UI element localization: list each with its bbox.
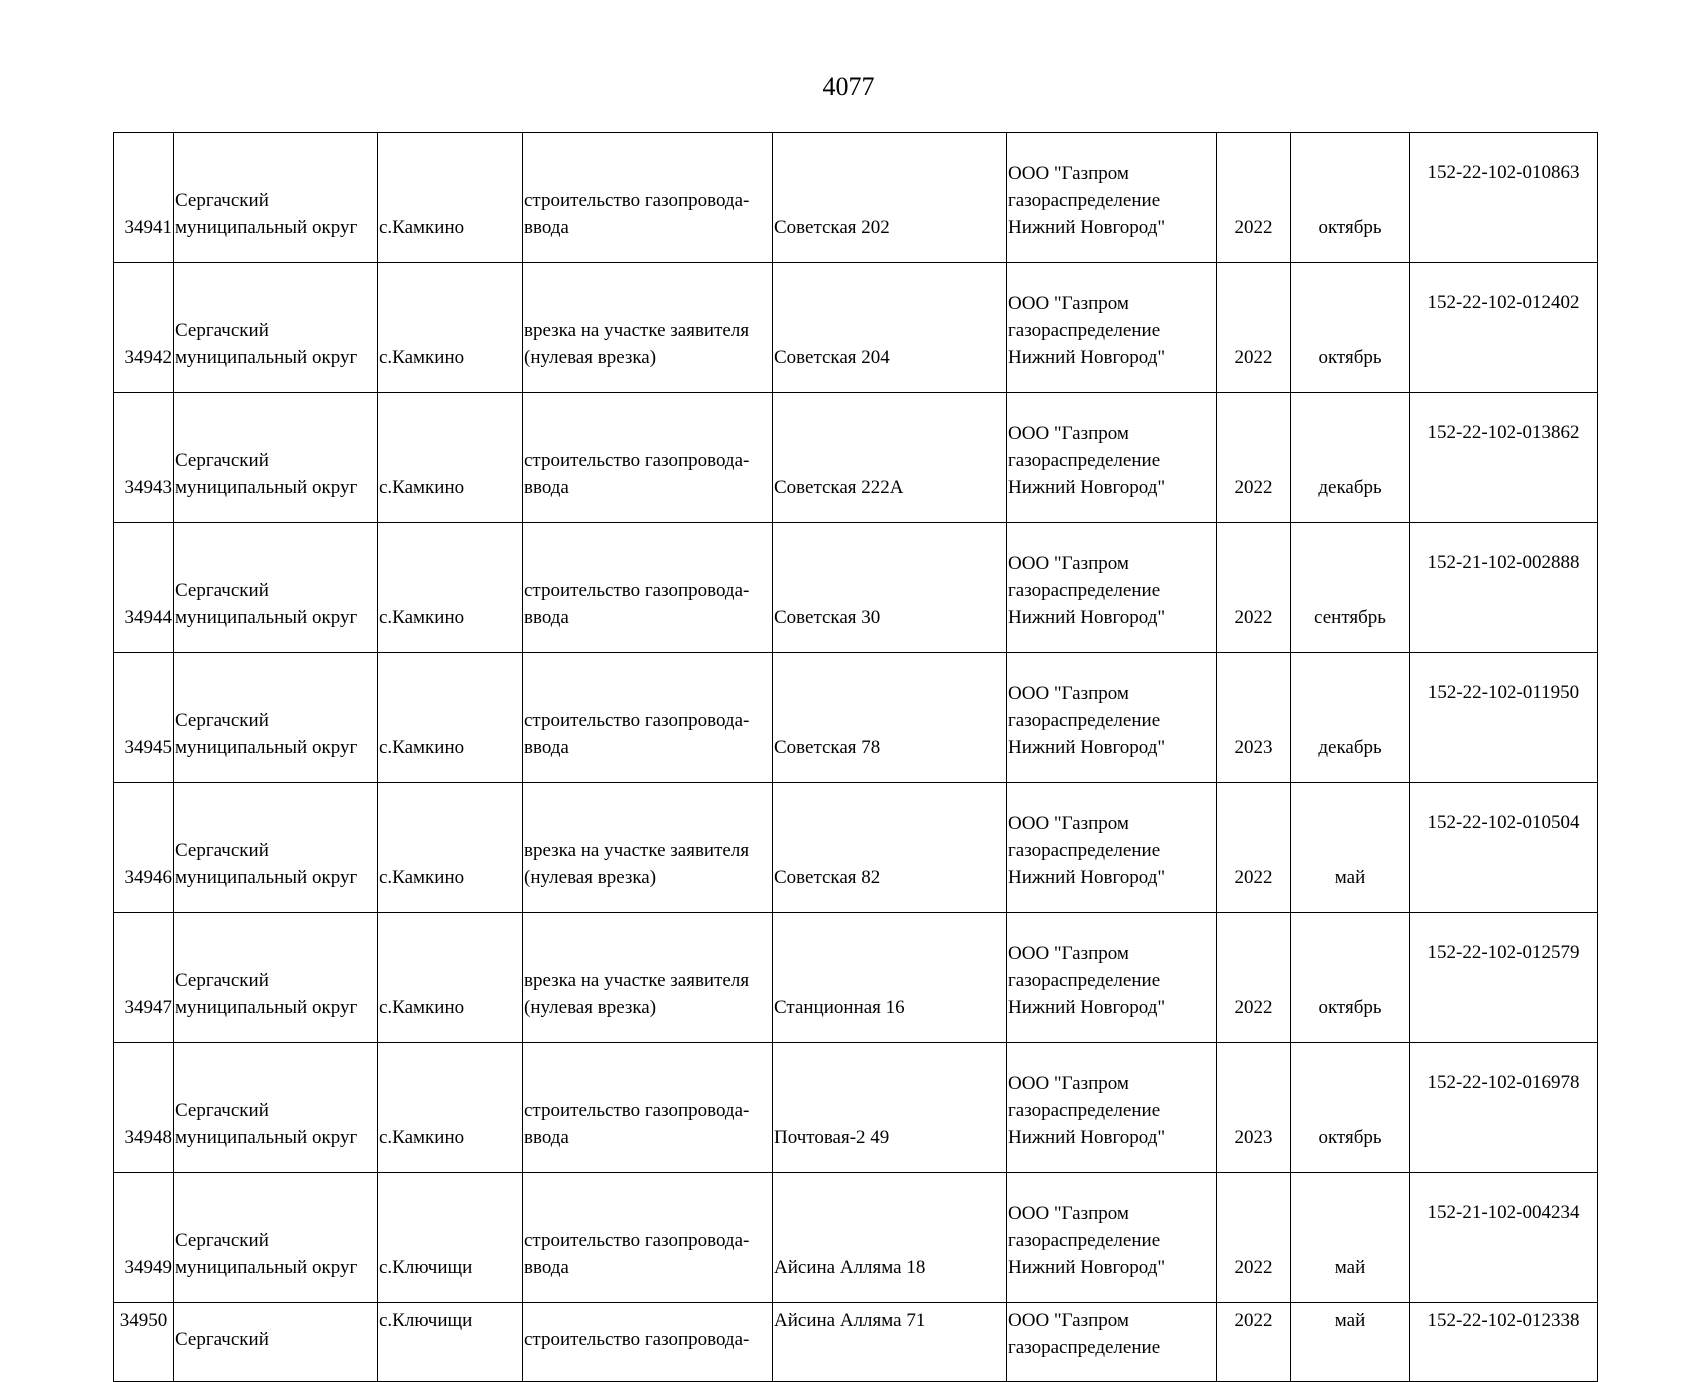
organization-line: газораспределение (1008, 1230, 1161, 1251)
organization-line: Нижний Новгород" (1008, 217, 1166, 238)
settlement-cell: с.Камкино (378, 1043, 523, 1173)
work-type-cell (523, 653, 773, 783)
work-type-line: (нулевая врезка) (524, 347, 657, 368)
settlement-cell: с.Камкино (378, 523, 523, 653)
organization-cell (1007, 523, 1217, 653)
registry-table (113, 132, 1598, 1382)
row-number-cell: 34950 (114, 1303, 174, 1382)
work-type-cell (523, 783, 773, 913)
settlement-cell: с.Камкино (378, 783, 523, 913)
application-code-cell: 152-21-102-002888 (1410, 523, 1598, 653)
work-type-cell (523, 1303, 773, 1382)
organization-line: газораспределение (1008, 450, 1161, 471)
district-line: Сергачский (175, 970, 269, 991)
district-line: Сергачский (175, 450, 269, 471)
table-body (114, 133, 1598, 1382)
address-cell: Советская 202 (773, 133, 1007, 263)
address-cell: Айсина Алляма 71 (773, 1303, 1007, 1382)
row-number-cell: 34943 (114, 393, 174, 523)
row-number-cell: 34946 (114, 783, 174, 913)
work-type-line: строительство газопровода- (524, 190, 750, 211)
work-type-line: строительство газопровода- (524, 710, 750, 731)
organization-line: ООО "Газпром (1008, 1073, 1129, 1094)
organization-line: Нижний Новгород" (1008, 1127, 1166, 1148)
work-type-line: ввода (524, 217, 569, 238)
organization-line: газораспределение (1008, 710, 1161, 731)
year-cell: 2022 (1217, 523, 1291, 653)
settlement-cell: с.Камкино (378, 393, 523, 523)
organization-line: газораспределение (1008, 840, 1161, 861)
district-line: муниципальный округ (175, 737, 358, 758)
row-number-cell: 34947 (114, 913, 174, 1043)
district-line: муниципальный округ (175, 347, 358, 368)
month-cell: октябрь (1291, 913, 1410, 1043)
organization-line: газораспределение (1008, 1100, 1161, 1121)
application-code-cell: 152-22-102-016978 (1410, 1043, 1598, 1173)
month-cell: октябрь (1291, 133, 1410, 263)
work-type-line: строительство газопровода- (524, 1230, 750, 1251)
application-code-cell: 152-22-102-013862 (1410, 393, 1598, 523)
district-line: Сергачский (175, 1230, 269, 1251)
district-line: муниципальный округ (175, 997, 358, 1018)
table-row (114, 133, 1598, 263)
work-type-cell (523, 393, 773, 523)
organization-line: Нижний Новгород" (1008, 477, 1166, 498)
organization-cell (1007, 783, 1217, 913)
district-cell (174, 783, 378, 913)
organization-line: ООО "Газпром (1008, 1310, 1129, 1331)
year-cell: 2022 (1217, 263, 1291, 393)
district-line: муниципальный округ (175, 217, 358, 238)
district-line: муниципальный округ (175, 1257, 358, 1278)
address-cell: Станционная 16 (773, 913, 1007, 1043)
settlement-cell: с.Камкино (378, 263, 523, 393)
table-row (114, 1173, 1598, 1303)
address-cell: Советская 204 (773, 263, 1007, 393)
row-number-cell: 34941 (114, 133, 174, 263)
address-cell: Советская 222А (773, 393, 1007, 523)
settlement-cell: с.Камкино (378, 913, 523, 1043)
organization-line: Нижний Новгород" (1008, 867, 1166, 888)
district-line: Сергачский (175, 840, 269, 861)
settlement-cell: с.Камкино (378, 653, 523, 783)
organization-line: газораспределение (1008, 580, 1161, 601)
district-cell (174, 263, 378, 393)
organization-cell (1007, 1043, 1217, 1173)
application-code-cell: 152-22-102-012402 (1410, 263, 1598, 393)
row-number-cell: 34949 (114, 1173, 174, 1303)
year-cell: 2022 (1217, 783, 1291, 913)
district-cell (174, 913, 378, 1043)
month-cell: май (1291, 1173, 1410, 1303)
work-type-line: врезка на участке заявителя (524, 970, 750, 991)
district-line: Сергачский (175, 320, 269, 341)
organization-cell (1007, 653, 1217, 783)
work-type-line: (нулевая врезка) (524, 997, 657, 1018)
table-row (114, 913, 1598, 1043)
work-type-cell (523, 523, 773, 653)
work-type-line: врезка на участке заявителя (524, 840, 750, 861)
district-cell (174, 653, 378, 783)
district-line: муниципальный округ (175, 867, 358, 888)
district-line: муниципальный округ (175, 1127, 358, 1148)
organization-line: газораспределение (1008, 190, 1161, 211)
address-cell: Советская 78 (773, 653, 1007, 783)
table-row (114, 523, 1598, 653)
organization-line: газораспределение (1008, 970, 1161, 991)
table-row (114, 783, 1598, 913)
work-type-line: ввода (524, 737, 569, 758)
work-type-line: строительство газопровода- (524, 580, 750, 601)
organization-line: ООО "Газпром (1008, 293, 1129, 314)
month-cell: октябрь (1291, 263, 1410, 393)
organization-cell (1007, 1303, 1217, 1382)
row-number-cell: 34945 (114, 653, 174, 783)
table-row (114, 1303, 1598, 1382)
month-cell: декабрь (1291, 653, 1410, 783)
work-type-cell (523, 1043, 773, 1173)
row-number-cell: 34944 (114, 523, 174, 653)
district-cell (174, 523, 378, 653)
organization-line: газораспределение (1008, 320, 1161, 341)
organization-cell (1007, 913, 1217, 1043)
table-row (114, 1043, 1598, 1173)
year-cell: 2022 (1217, 1173, 1291, 1303)
work-type-cell (523, 913, 773, 1043)
row-number-cell: 34942 (114, 263, 174, 393)
address-cell: Советская 30 (773, 523, 1007, 653)
table-row (114, 263, 1598, 393)
work-type-line: врезка на участке заявителя (524, 320, 750, 341)
district-line: Сергачский (175, 710, 269, 731)
organization-line: ООО "Газпром (1008, 553, 1129, 574)
row-number-cell: 34948 (114, 1043, 174, 1173)
work-type-cell (523, 1173, 773, 1303)
organization-line: Нижний Новгород" (1008, 607, 1166, 628)
year-cell: 2022 (1217, 913, 1291, 1043)
settlement-cell: с.Камкино (378, 133, 523, 263)
organization-line: Нижний Новгород" (1008, 1257, 1166, 1278)
organization-line: ООО "Газпром (1008, 943, 1129, 964)
district-cell (174, 1043, 378, 1173)
district-line: Сергачский (175, 190, 269, 211)
district-line: Сергачский (175, 1329, 269, 1350)
year-cell: 2022 (1217, 393, 1291, 523)
application-code-cell: 152-22-102-012579 (1410, 913, 1598, 1043)
district-cell (174, 133, 378, 263)
work-type-line: ввода (524, 477, 569, 498)
work-type-cell (523, 133, 773, 263)
application-code-cell: 152-22-102-011950 (1410, 653, 1598, 783)
work-type-line: ввода (524, 1127, 569, 1148)
settlement-cell: с.Ключищи (378, 1303, 523, 1382)
work-type-line: строительство газопровода- (524, 450, 750, 471)
work-type-line: строительство газопровода- (524, 1100, 750, 1121)
page-number: 4077 (822, 72, 875, 101)
organization-line: ООО "Газпром (1008, 683, 1129, 704)
organization-cell (1007, 263, 1217, 393)
district-cell (174, 1173, 378, 1303)
district-line: муниципальный округ (175, 607, 358, 628)
organization-cell (1007, 393, 1217, 523)
district-cell (174, 1303, 378, 1382)
district-cell (174, 393, 378, 523)
organization-line: Нижний Новгород" (1008, 737, 1166, 758)
organization-cell (1007, 133, 1217, 263)
organization-line: Нижний Новгород" (1008, 347, 1166, 368)
work-type-line: ввода (524, 1257, 569, 1278)
year-cell: 2023 (1217, 1043, 1291, 1173)
application-code-cell: 152-22-102-012338 (1410, 1303, 1598, 1382)
year-cell: 2022 (1217, 1303, 1291, 1382)
district-line: Сергачский (175, 580, 269, 601)
district-line: Сергачский (175, 1100, 269, 1121)
organization-line: ООО "Газпром (1008, 1203, 1129, 1224)
address-cell: Айсина Алляма 18 (773, 1173, 1007, 1303)
address-cell: Советская 82 (773, 783, 1007, 913)
work-type-line: ввода (524, 607, 569, 628)
work-type-line: (нулевая врезка) (524, 867, 657, 888)
application-code-cell: 152-22-102-010504 (1410, 783, 1598, 913)
year-cell: 2023 (1217, 653, 1291, 783)
table-row (114, 653, 1598, 783)
month-cell: май (1291, 783, 1410, 913)
organization-line: ООО "Газпром (1008, 163, 1129, 184)
table-row (114, 393, 1598, 523)
work-type-line: строительство газопровода- (524, 1329, 750, 1350)
application-code-cell: 152-21-102-004234 (1410, 1173, 1598, 1303)
month-cell: декабрь (1291, 393, 1410, 523)
settlement-cell: с.Ключищи (378, 1173, 523, 1303)
work-type-cell (523, 263, 773, 393)
district-line: муниципальный округ (175, 477, 358, 498)
month-cell: май (1291, 1303, 1410, 1382)
organization-line: Нижний Новгород" (1008, 997, 1166, 1018)
organization-cell (1007, 1173, 1217, 1303)
application-code-cell: 152-22-102-010863 (1410, 133, 1598, 263)
month-cell: октябрь (1291, 1043, 1410, 1173)
organization-line: ООО "Газпром (1008, 423, 1129, 444)
year-cell: 2022 (1217, 133, 1291, 263)
organization-line: газораспределение (1008, 1337, 1161, 1358)
month-cell: сентябрь (1291, 523, 1410, 653)
address-cell: Почтовая-2 49 (773, 1043, 1007, 1173)
organization-line: ООО "Газпром (1008, 813, 1129, 834)
